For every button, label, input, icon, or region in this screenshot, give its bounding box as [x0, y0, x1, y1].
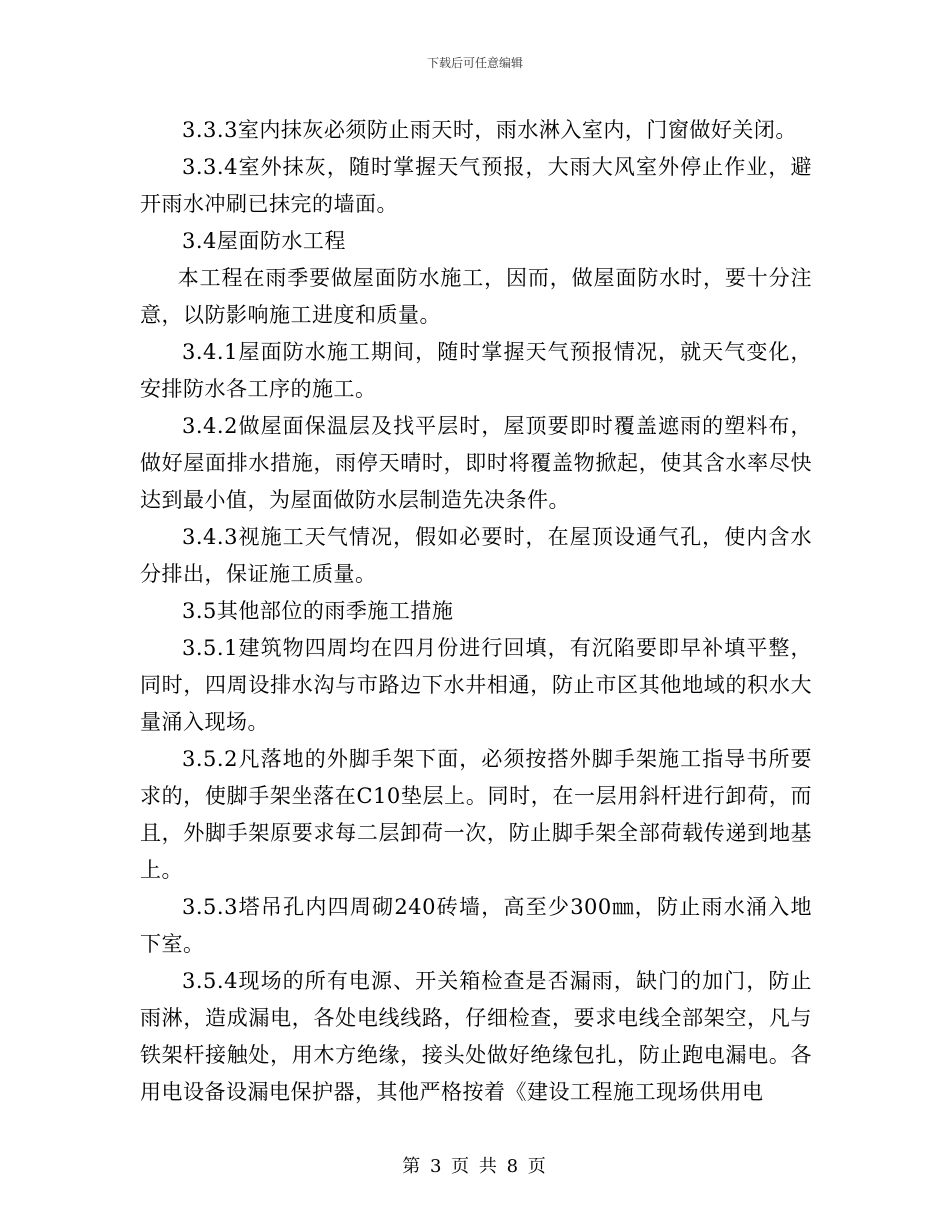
- paragraph-3-4-2: 3.4.2做屋面保温层及找平层时，屋顶要即时覆盖遮雨的塑料布，做好屋面排水措施，雨停天晴时，即时将覆盖物掀起，使其含水率尽快达到最小值，为屋面做防水层制造先决条件。: [140, 414, 812, 512]
- paragraph-3-3-3: 3.3.3室内抹灰必须防止雨天时，雨水淋入室内，门窗做好关闭。: [182, 118, 797, 142]
- paragraph-3-3-4: 3.3.4室外抹灰，随时掌握天气预报，大雨大风室外停止作业，避开雨水冲刷已抹完的墙面。: [140, 155, 812, 216]
- paragraph-3-4-3: 3.4.3视施工天气情况，假如必要时，在屋顶设通气孔，使内含水分排出，保证施工质量。: [140, 525, 812, 586]
- document-body: [140, 112, 812, 1111]
- paragraph-3-4-1: 3.4.1屋面防水施工期间，随时掌握天气预报情况，就天气变化，安排防水各工序的施工。: [140, 340, 812, 401]
- section-heading-3-5: 3.5其他部位的雨季施工措施: [182, 599, 454, 623]
- paragraph-3-5-1: 3.5.1建筑物四周均在四月份进行回填，有沉陷要即早补填平整，同时，四周设排水沟与市路边下水井相通，防止市区其他地域的积水大量涌入现场。: [140, 636, 812, 734]
- paragraph-3-5-4: 3.5.4现场的所有电源、开关箱检查是否漏雨，缺门的加门，防止雨淋，造成漏电，各处电线线路，仔细检查，要求电线全部架空，凡与铁架杆接触处，用木方绝缘，接头处做好绝缘包扎，防止跑电漏电。各用电设备设漏电保护器，其他严格按着《建设工程施工现场供用电: [140, 969, 812, 1104]
- section-heading-3-4: 3.4屋面防水工程: [182, 229, 346, 253]
- paragraph-3-5-2: 3.5.2凡落地的外脚手架下面，必须按搭外脚手架施工指导书所要求的，使脚手架坐落在C10垫层上。同时，在一层用斜杆进行卸荷，而且，外脚手架原要求每二层卸荷一次，防止脚手架全部荷载传递到地基上。: [140, 747, 812, 882]
- page-number: 第 3 页 共 8 页: [402, 1156, 548, 1177]
- page-header: 下载后可任意编辑: [426, 56, 523, 70]
- paragraph-3-5-3: 3.5.3塔吊孔内四周砌240砖墙，高至少300㎜，防止雨水涌入地下室。: [140, 895, 812, 956]
- paragraph-3-4-intro: 本工程在雨季要做屋面防水施工，因而，做屋面防水时，要十分注意，以防影响施工进度和质量。: [140, 266, 812, 327]
